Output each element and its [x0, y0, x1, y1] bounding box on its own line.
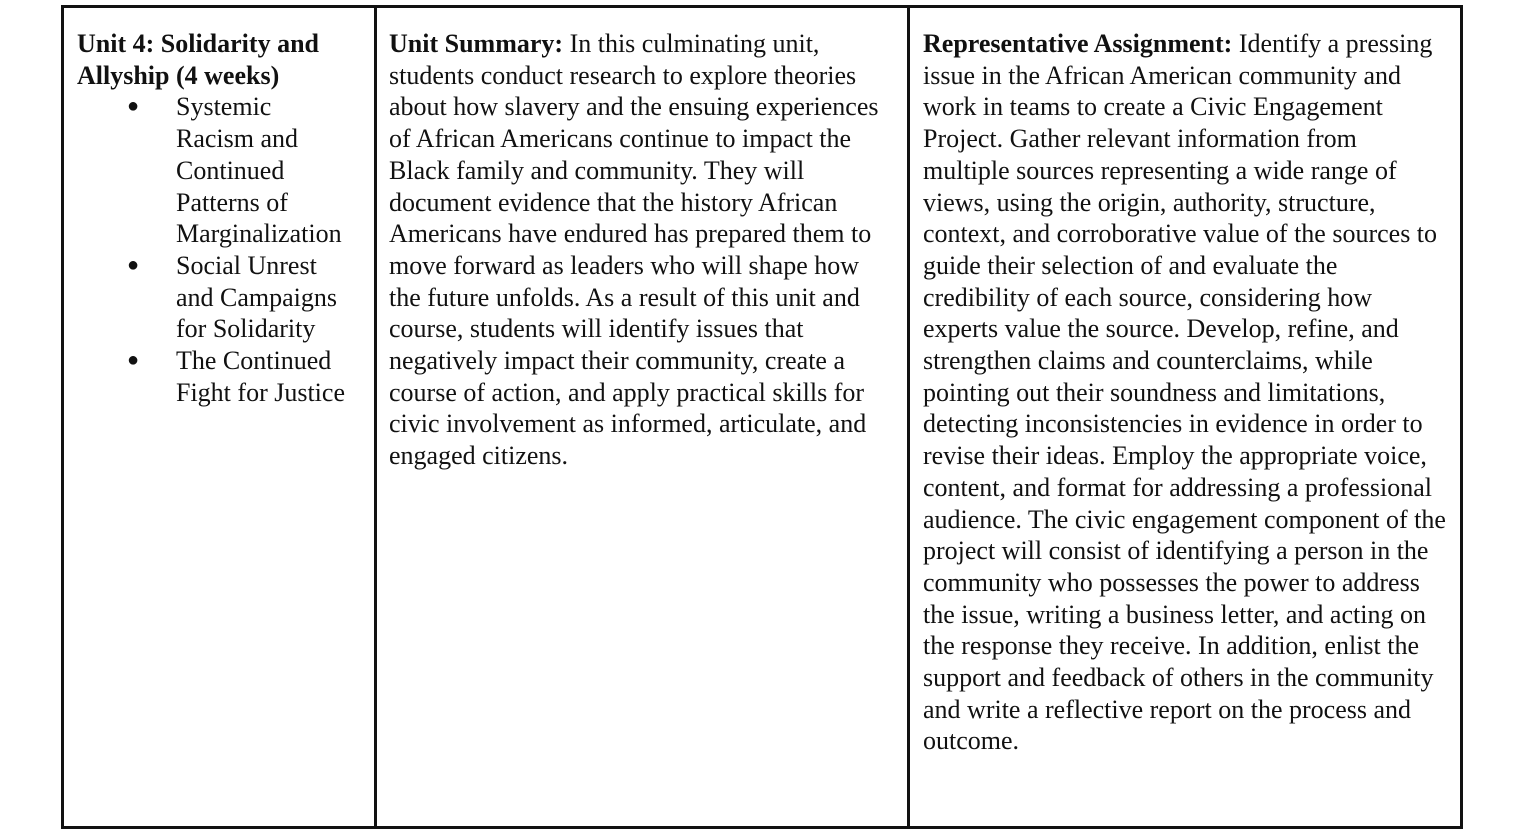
topic-item [77, 345, 354, 408]
topic-label: Social Unrest and Campaigns for Solidarity [176, 250, 338, 344]
curriculum-table [61, 5, 1463, 829]
bullet-icon: ● [127, 95, 140, 118]
summary-cell [377, 8, 910, 826]
topic-list [77, 91, 374, 408]
summary-text: In this culminating unit, students conduct research to explore theories about how slavery and the ensuing experiences of African Americans continue to impact the Black family and community. They will document evidence that the history African Americans have endured has prepared them to move forward as leaders who will shape how the future unfolds. As a result of this unit and course, students will identify issues that negatively impact their community, create a course of action, and apply practical skills for civic involvement as informed, articulate, and engaged citizens. [389, 29, 879, 471]
assignment-text: Identify a pressing issue in the African American community and work in teams to create a Civic Engagement Project. Gather relevant information from multiple sources representing a wide range of views, using the origin, authority, structure, context, and corroborative value of the sources to guide their selection of and evaluate the credibility of each source, considering how experts value the source. Develop, refine, and strengthen claims and counterclaims, while pointing out their soundness and limitations, detecting inconsistencies in evidence in order to revise their ideas. Employ the appropriate voice, content, and format for addressing a professional audience. The civic engagement component of the project will consist of identifying a person in the community who possesses the power to address the issue, writing a business letter, and acting on the response they receive. In addition, enlist the support and feedback of others in the community and write a reflective report on the process and outcome. [923, 29, 1446, 756]
bullet-icon: ● [127, 349, 140, 372]
topic-item [77, 250, 354, 345]
unit-cell [64, 8, 377, 826]
representative-assignment [923, 28, 1448, 757]
assignment-cell [910, 8, 1460, 826]
topic-label: The Continued Fight for Justice [176, 346, 345, 407]
topic-item [77, 91, 354, 250]
summary-label: Unit Summary: [389, 29, 564, 58]
unit-summary [389, 28, 889, 472]
unit-title: Unit 4: Solidarity and Allyship (4 weeks) [77, 29, 319, 90]
topic-label: Systemic Racism and Continued Patterns of Marginalization [176, 92, 342, 249]
bullet-icon: ● [127, 253, 140, 276]
assignment-label: Representative Assignment: [923, 29, 1233, 58]
